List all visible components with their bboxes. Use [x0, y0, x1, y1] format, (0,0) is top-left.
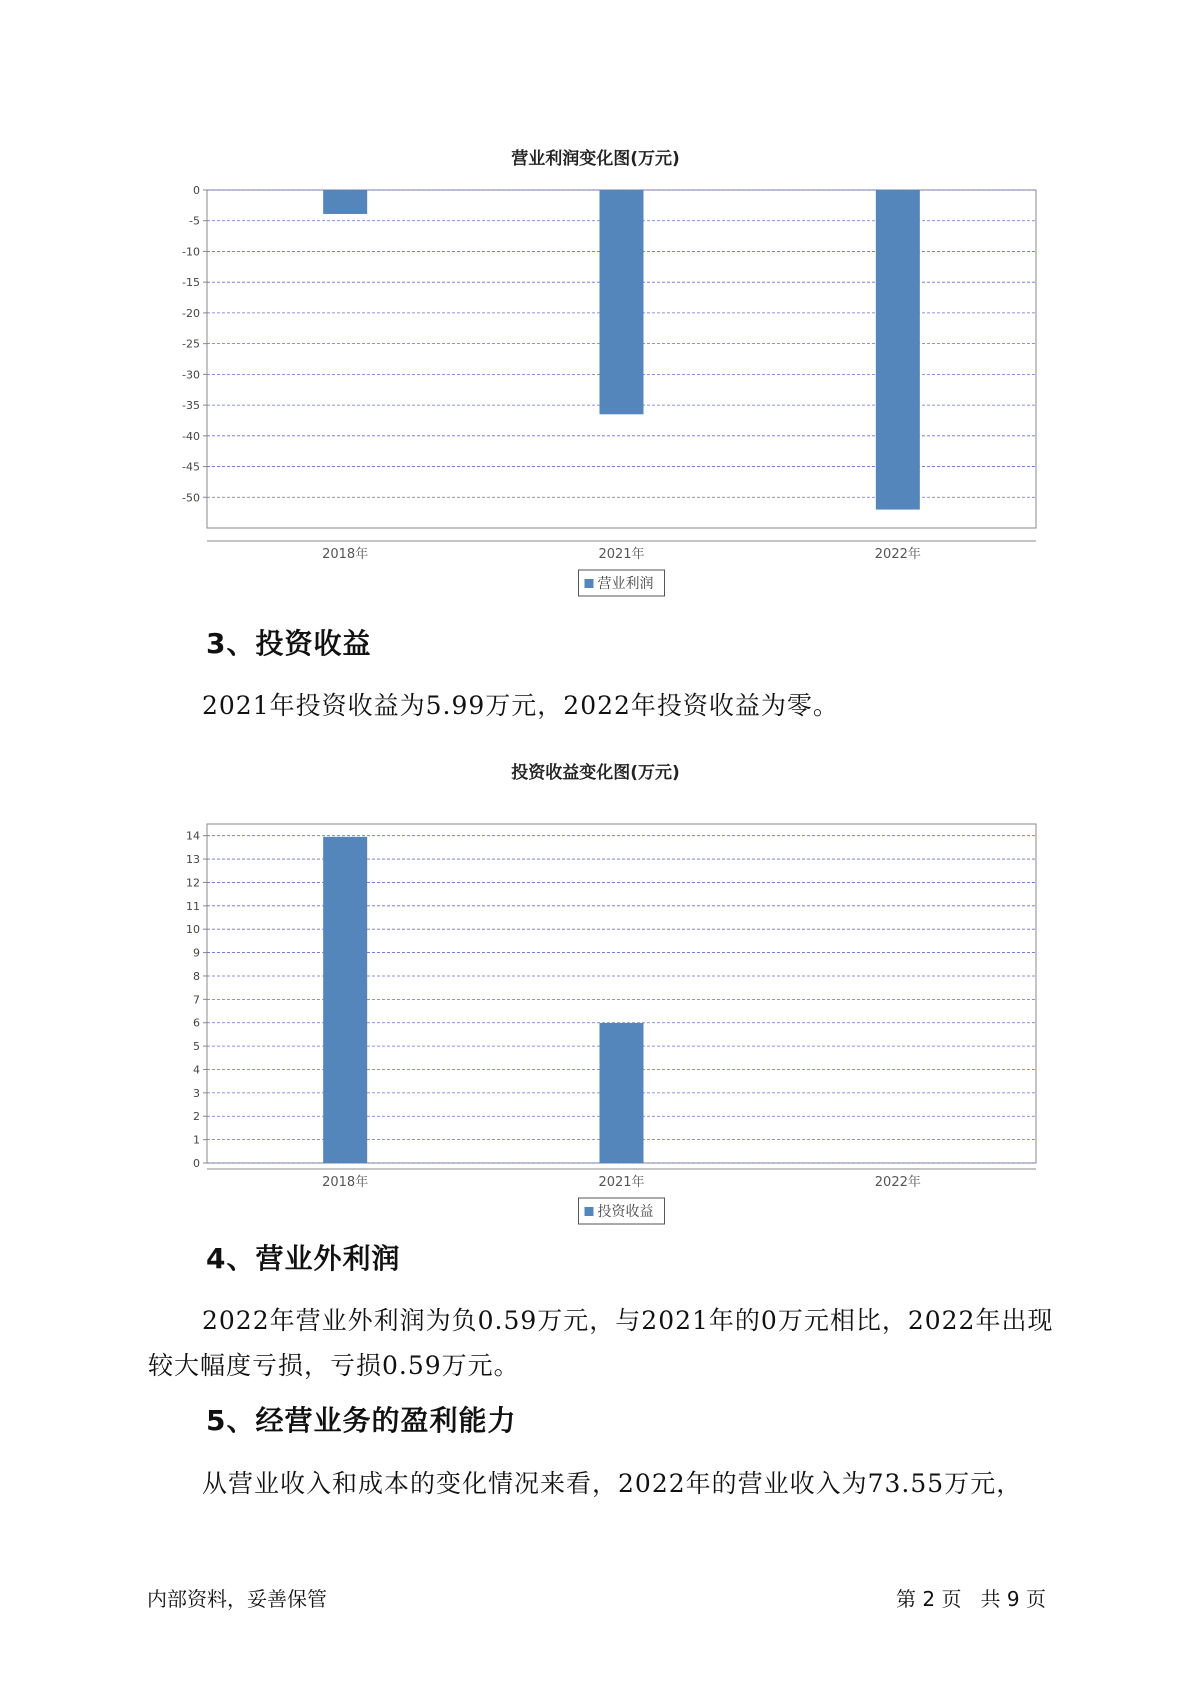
- section-5-text: 从营业收入和成本的变化情况来看，2022年的营业收入为73.55万元，: [202, 1469, 1023, 1498]
- x-category-label: 2018年: [322, 547, 369, 562]
- y-tick-label: 7: [193, 993, 200, 1007]
- legend-label: 投资收益: [597, 1204, 654, 1220]
- bar: [323, 190, 367, 214]
- chart-title-invest: 投资收益变化图(万元): [511, 763, 680, 783]
- legend-swatch: [585, 579, 594, 588]
- x-category-label: 2021年: [598, 547, 645, 562]
- y-tick-label: -40: [182, 429, 200, 443]
- y-tick-label: 3: [193, 1086, 200, 1100]
- y-tick-label: 10: [186, 923, 200, 937]
- bar: [876, 190, 920, 510]
- y-tick-label: -15: [182, 276, 200, 290]
- y-tick-label: -30: [182, 368, 200, 382]
- chart-title-profit: 营业利润变化图(万元): [511, 149, 680, 169]
- y-tick-label: -45: [182, 460, 200, 474]
- section-4-heading: 4、营业外利润: [206, 1242, 401, 1275]
- section-3-text: 2021年投资收益为5.99万元，2022年投资收益为零。: [202, 691, 839, 720]
- section-5-heading: 5、经营业务的盈利能力: [206, 1404, 517, 1437]
- operating-profit-chart: [0, 170, 1191, 640]
- section-3-heading: 3、投资收益: [206, 627, 372, 660]
- footer-page-number: 第 2 页 共 9 页: [896, 1587, 1046, 1611]
- footer-confidential: 内部资料，妥善保管: [147, 1587, 327, 1611]
- y-tick-label: 5: [193, 1040, 200, 1054]
- x-category-label: 2018年: [322, 1175, 369, 1190]
- y-tick-label: -25: [182, 337, 200, 351]
- bar: [600, 1023, 644, 1163]
- y-tick-label: 11: [186, 899, 200, 913]
- y-tick-label: 14: [186, 829, 200, 843]
- y-tick-label: 9: [193, 946, 200, 960]
- bar: [323, 837, 367, 1163]
- y-tick-label: -10: [182, 245, 200, 259]
- y-tick-label: 13: [186, 853, 200, 867]
- bar: [600, 190, 644, 414]
- y-tick-label: -35: [182, 399, 200, 413]
- x-category-label: 2021年: [598, 1175, 645, 1190]
- x-category-label: 2022年: [874, 1175, 921, 1190]
- y-tick-label: 0: [193, 184, 200, 197]
- y-tick-label: 1: [193, 1133, 200, 1147]
- y-tick-label: 4: [193, 1063, 200, 1077]
- y-tick-label: 12: [186, 876, 200, 890]
- investment-income-chart: [0, 780, 1191, 1220]
- section-4-text: 2022年营业外利润为负0.59万元，与2021年的0万元相比，2022年出现较大幅度亏损，亏损0.59万元。: [148, 1306, 1054, 1380]
- legend-label: 营业利润: [597, 576, 654, 592]
- y-tick-label: 6: [193, 1016, 200, 1030]
- y-tick-label: 8: [193, 969, 200, 983]
- y-tick-label: -50: [182, 491, 200, 505]
- y-tick-label: -20: [182, 306, 200, 320]
- y-tick-label: 0: [193, 1157, 200, 1170]
- y-tick-label: 2: [193, 1110, 200, 1124]
- x-category-label: 2022年: [874, 547, 921, 562]
- legend-swatch: [585, 1207, 594, 1216]
- y-tick-label: -5: [189, 214, 200, 228]
